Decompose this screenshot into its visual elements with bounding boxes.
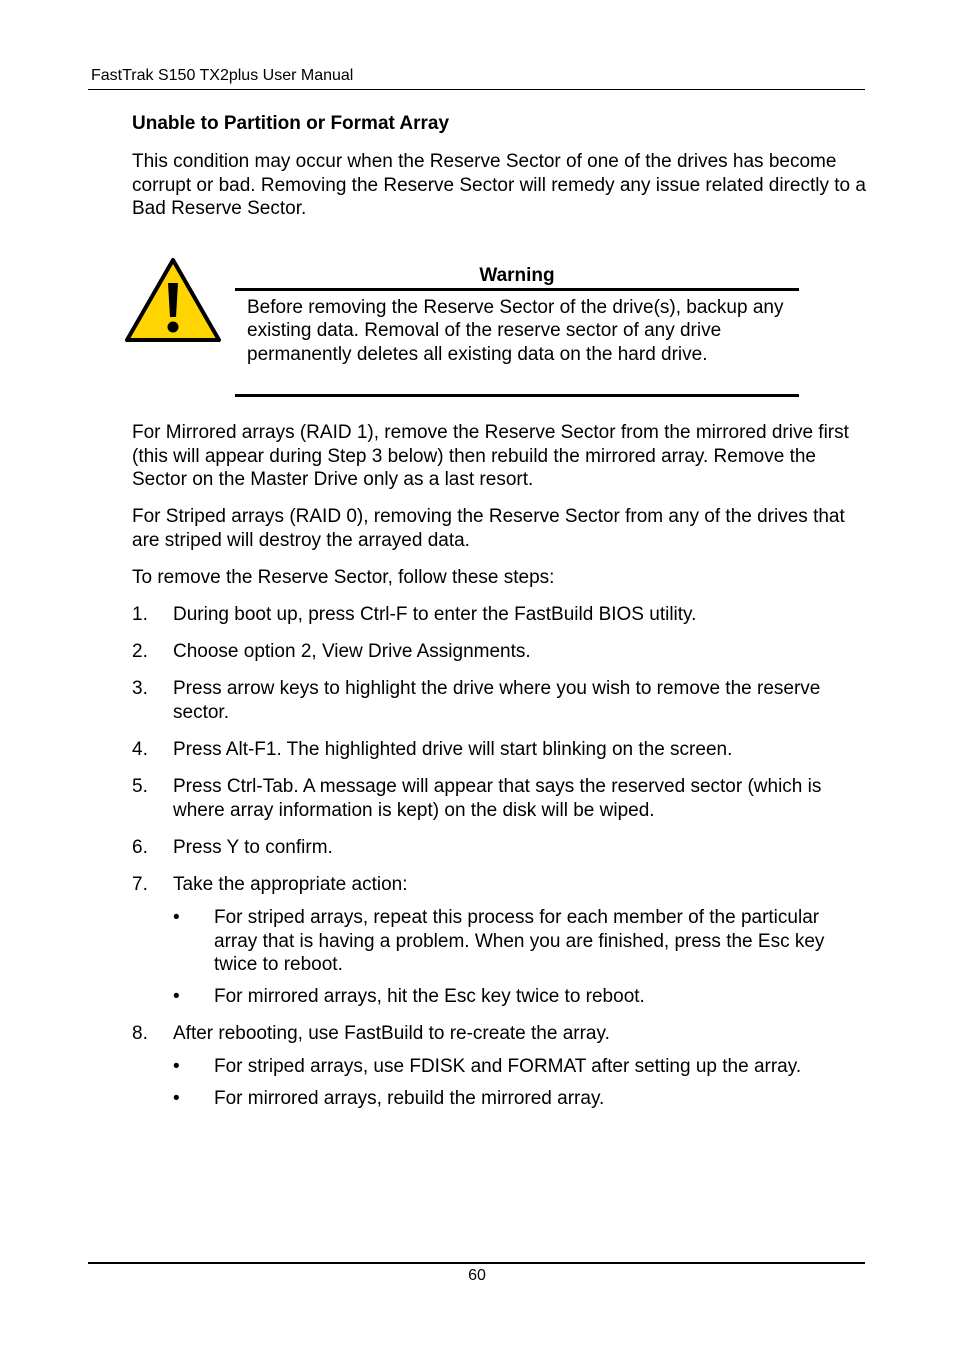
step-text: Press arrow keys to highlight the drive where you wish to remove the reserve sector. [173, 678, 821, 723]
step-number: 7. [132, 874, 148, 895]
header-rule [88, 89, 865, 90]
list-item [132, 775, 867, 822]
warning-rule-bottom [235, 394, 799, 397]
step-text: Take the appropriate action: [173, 874, 408, 895]
page-number: 60 [468, 1267, 486, 1284]
step-number: 2. [132, 641, 148, 662]
mirrored-paragraph: For Mirrored arrays (RAID 1), remove the Reserve Sector from the mirrored drive first (this will appear during Step 3 below) then rebuild the mirrored array. Remove the Sector on the Master Drive only as a last resort. [132, 422, 849, 490]
warning-text: Before removing the Reserve Sector of the drive(s), backup any existing data. Removal of the reserve sector of any drive permanently deletes all existing data on the hard drive. [247, 297, 784, 365]
intro-paragraph: This condition may occur when the Reserve Sector of one of the drives has become corrupt or bad. Removing the Reserve Sector will remedy any issue related directly to a Bad Reserve Sector. [132, 151, 866, 219]
list-item [132, 603, 867, 627]
running-header: FastTrak S150 TX2plus User Manual [91, 67, 354, 84]
list-item [132, 677, 867, 724]
step-number: 3. [132, 678, 148, 699]
bullet-icon: • [173, 986, 180, 1007]
bullet-item [173, 985, 863, 1009]
warning-label: Warning [479, 265, 555, 286]
footer-rule [88, 1262, 865, 1264]
step-text: Press Ctrl-Tab. A message will appear that says the reserved sector (which is where array information is kept) on the disk will be wiped. [173, 776, 822, 821]
steps-intro: To remove the Reserve Sector, follow these steps: [132, 567, 555, 588]
bullet-icon: • [173, 1056, 180, 1077]
step-number: 6. [132, 837, 148, 858]
bullet-text: For striped arrays, repeat this process for each member of the particular array that is having a problem. When you are finished, press the Esc key twice to reboot. [214, 907, 825, 975]
step-text: Choose option 2, View Drive Assignments. [173, 641, 531, 662]
bullet-icon: • [173, 907, 180, 928]
bullet-item [173, 906, 863, 977]
section-heading: Unable to Partition or Format Array [132, 113, 450, 134]
step-text: Press Alt-F1. The highlighted drive will start blinking on the screen. [173, 739, 733, 760]
striped-paragraph: For Striped arrays (RAID 0), removing the Reserve Sector from any of the drives that are striped will destroy the arrayed data. [132, 506, 845, 551]
step-number: 5. [132, 776, 148, 797]
bullet-item [173, 1087, 863, 1111]
warning-rule-top [235, 288, 799, 291]
list-item [132, 1022, 867, 1046]
list-item [132, 836, 867, 860]
bullet-item [173, 1055, 863, 1079]
step-number: 4. [132, 739, 148, 760]
bullet-text: For mirrored arrays, rebuild the mirrored array. [214, 1088, 605, 1109]
step-number: 1. [132, 604, 148, 625]
bullet-icon: • [173, 1088, 180, 1109]
bullet-text: For striped arrays, use FDISK and FORMAT after setting up the array. [214, 1056, 802, 1077]
list-item [132, 640, 867, 664]
step-text: After rebooting, use FastBuild to re-create the array. [173, 1023, 610, 1044]
list-item [132, 873, 867, 897]
warning-triangle-icon [124, 257, 222, 343]
list-item [132, 738, 867, 762]
step-number: 8. [132, 1023, 148, 1044]
step-text: Press Y to confirm. [173, 837, 333, 858]
bullet-text: For mirrored arrays, hit the Esc key twice to reboot. [214, 986, 645, 1007]
step-text: During boot up, press Ctrl-F to enter the FastBuild BIOS utility. [173, 604, 697, 625]
